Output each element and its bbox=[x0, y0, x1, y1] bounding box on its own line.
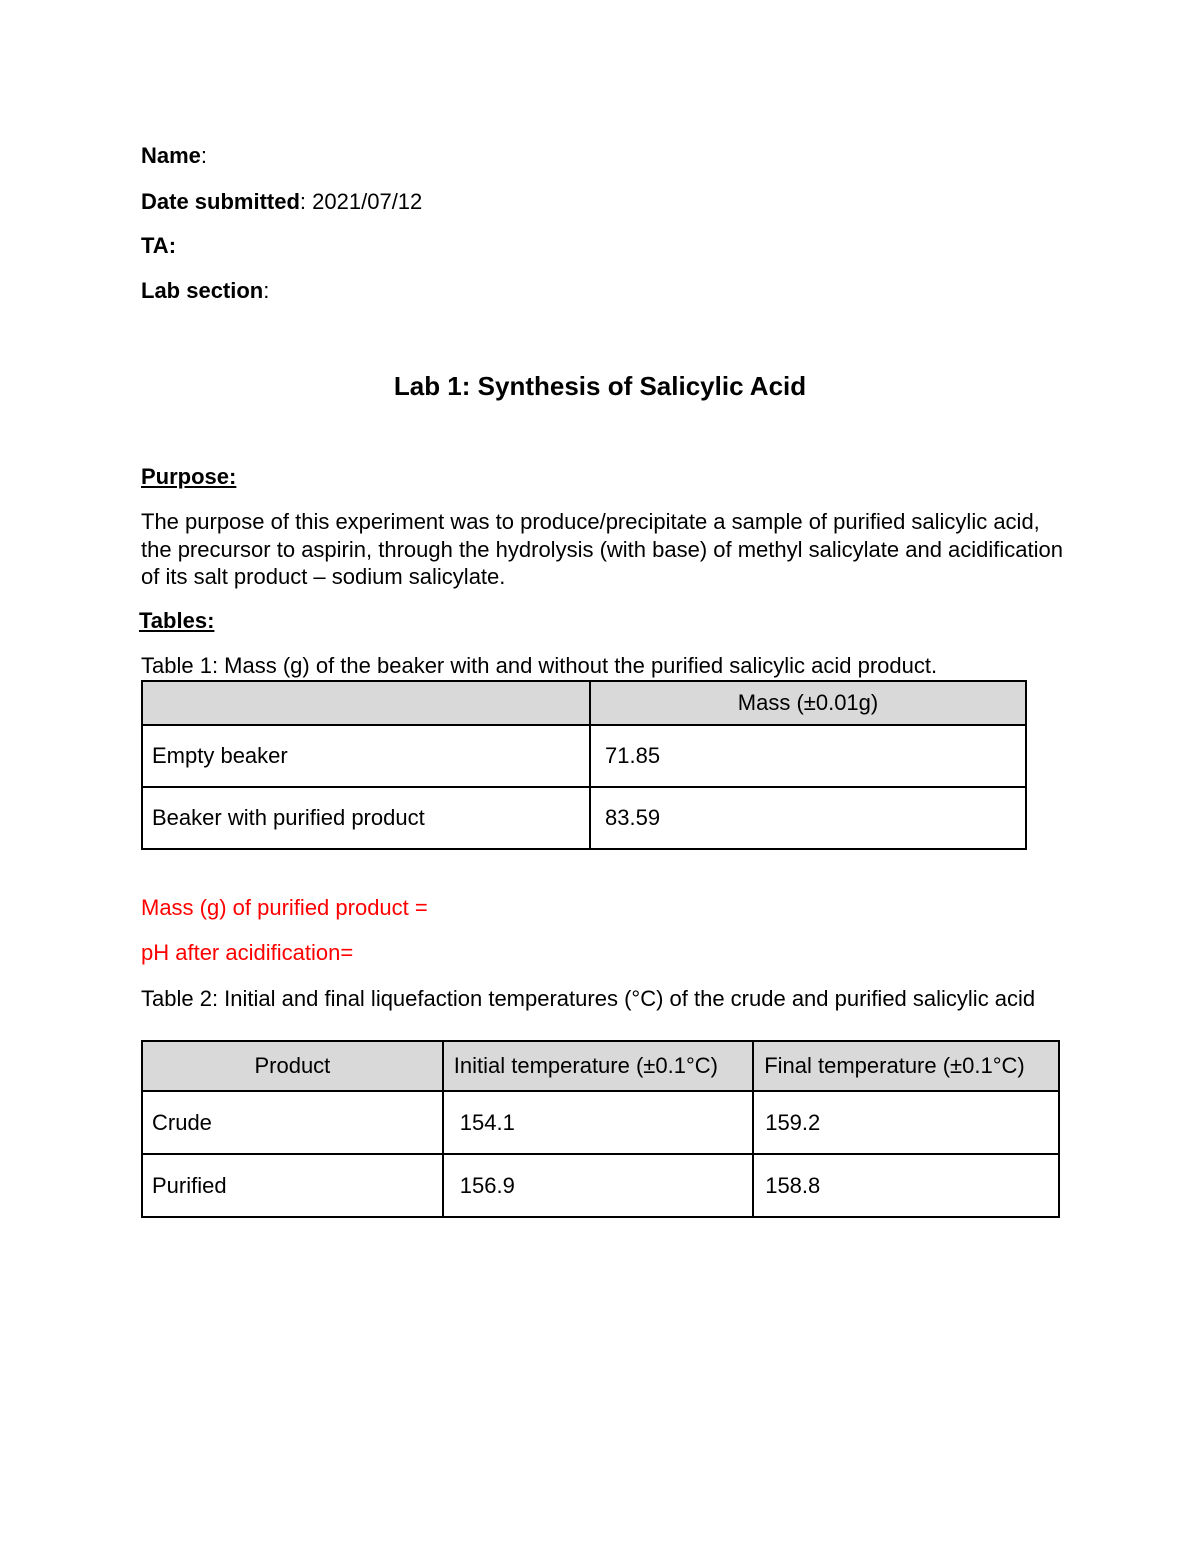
table1-caption: Table 1: Mass (g) of the beaker with and without the purified salicylic acid product. bbox=[141, 653, 938, 678]
table-header-cell: Mass (±0.01g) bbox=[590, 681, 1026, 725]
table-cell: Crude bbox=[142, 1091, 443, 1154]
table2 bbox=[141, 1040, 1060, 1218]
ta-field bbox=[141, 233, 176, 259]
table-cell: 71.85 bbox=[590, 725, 1026, 787]
table-cell: 158.8 bbox=[753, 1154, 1059, 1217]
table2-caption: Table 2: Initial and final liquefaction temperatures (°C) of the crude and purified salicylic acid bbox=[141, 986, 1036, 1011]
table-row bbox=[142, 725, 1026, 787]
table-header-cell: Initial temperature (±0.1°C) bbox=[443, 1041, 753, 1091]
table-cell: Beaker with purified product bbox=[142, 787, 590, 849]
section-label: Lab section bbox=[141, 278, 264, 303]
table-cell: Purified bbox=[142, 1154, 443, 1217]
table-row bbox=[142, 787, 1026, 849]
table-row bbox=[142, 1154, 1059, 1217]
tables-heading: Tables: bbox=[139, 608, 215, 633]
table-row bbox=[142, 1091, 1059, 1154]
date-label: Date submitted bbox=[141, 189, 300, 214]
lab-section-field bbox=[141, 278, 269, 304]
document-title: Lab 1: Synthesis of Salicylic Acid bbox=[393, 371, 807, 401]
ta-label: TA: bbox=[141, 233, 177, 258]
ph-line: pH after acidification= bbox=[141, 940, 354, 965]
name-separator: : bbox=[200, 143, 208, 168]
table-cell: 83.59 bbox=[590, 787, 1026, 849]
date-separator: : bbox=[299, 189, 307, 214]
table-header-row bbox=[142, 1041, 1059, 1091]
table-cell: 154.1 bbox=[443, 1091, 753, 1154]
section-separator: : bbox=[263, 278, 270, 303]
name-label: Name bbox=[141, 143, 201, 168]
table1 bbox=[141, 680, 1027, 850]
table-cell: 159.2 bbox=[753, 1091, 1059, 1154]
purpose-heading: Purpose: bbox=[141, 464, 237, 489]
table-header-cell: Product bbox=[142, 1041, 443, 1091]
table-header-row bbox=[142, 681, 1026, 725]
mass-of-product-line: Mass (g) of purified product = bbox=[141, 895, 428, 920]
table-header-cell bbox=[142, 681, 590, 725]
date-value: 2021/07/12 bbox=[312, 189, 423, 214]
name-field bbox=[141, 143, 207, 169]
table-cell: Empty beaker bbox=[142, 725, 590, 787]
date-submitted-field bbox=[141, 189, 422, 215]
table-cell: 156.9 bbox=[443, 1154, 753, 1217]
table-header-cell: Final temperature (±0.1°C) bbox=[753, 1041, 1059, 1091]
purpose-paragraph: The purpose of this experiment was to produce/precipitate a sample of purified salicylic acid, the precursor to aspirin, through the hydrolysis (with base) of methyl salicylate and acidification of its salt product – sodium salicylate. bbox=[141, 509, 1064, 589]
